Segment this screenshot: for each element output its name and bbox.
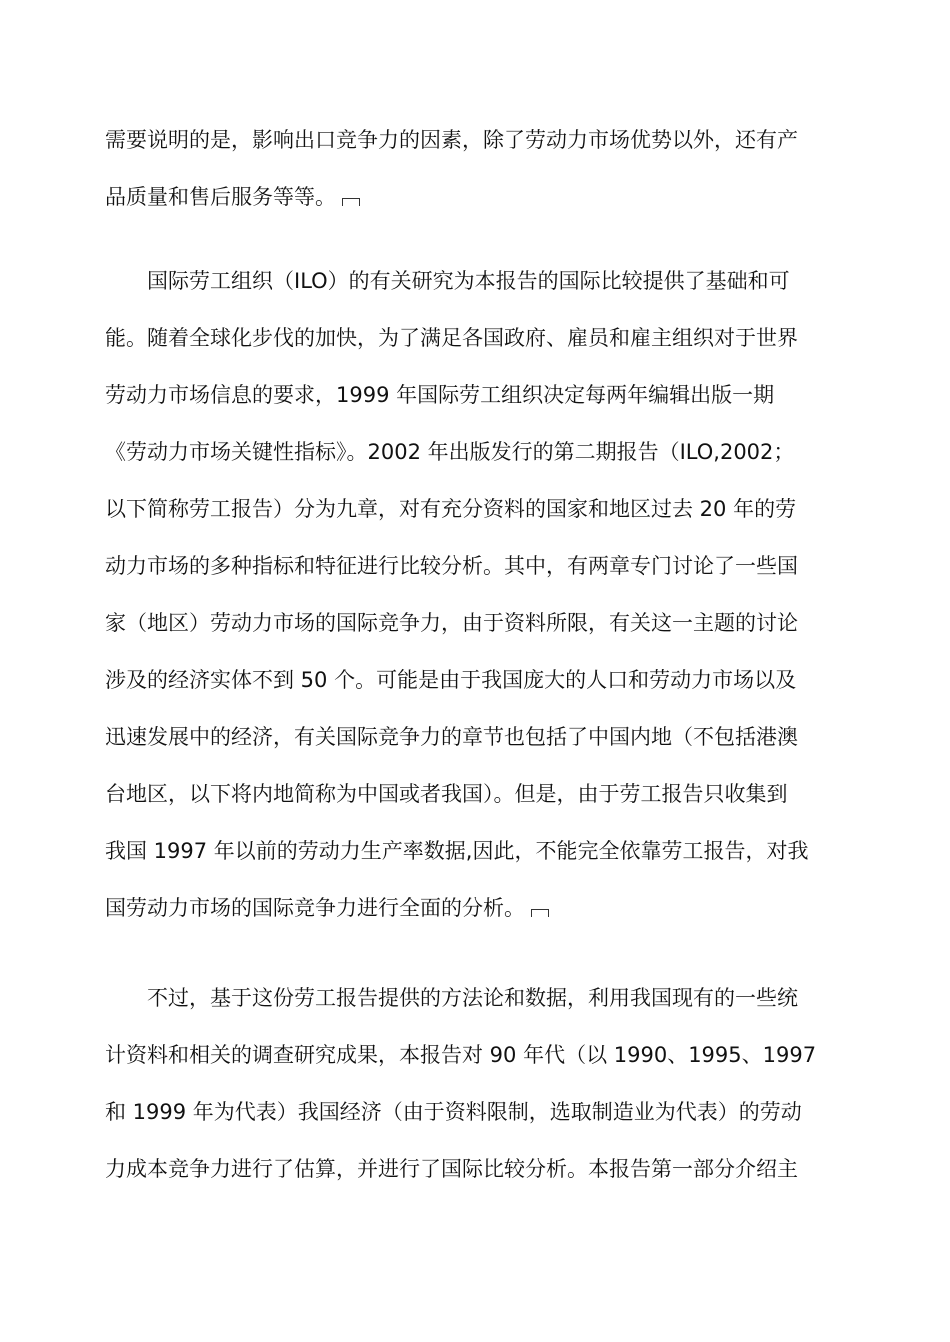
- text-line: 台地区，以下将内地简称为中国或者我国）。但是，由于劳工报告只收集到: [105, 782, 788, 806]
- text-line-content: 国劳动力市场的国际竞争力进行全面的分析。: [105, 896, 525, 920]
- text-line: 需要说明的是，影响出口竞争力的因素，除了劳动力市场优势以外，还有产: [105, 128, 798, 152]
- text-line: 能。随着全球化步伐的加快，为了满足各国政府、雇员和雇主组织对于世界: [105, 326, 798, 350]
- text-line: 力成本竞争力进行了估算，并进行了国际比较分析。本报告第一部分介绍主: [105, 1157, 798, 1181]
- paragraph-mark-icon: [342, 198, 360, 206]
- text-line: 动力市场的多种指标和特征进行比较分析。其中，有两章专门讨论了一些国: [105, 554, 798, 578]
- text-line: 涉及的经济实体不到 50 个。可能是由于我国庞大的人口和劳动力市场以及: [105, 668, 797, 692]
- text-line: 以下简称劳工报告）分为九章，对有充分资料的国家和地区过去 20 年的劳: [105, 497, 797, 521]
- paragraph-2: [105, 253, 850, 937]
- text-line: 我国 1997 年以前的劳动力生产率数据,因此，不能完全依靠劳工报告，对我: [105, 839, 809, 863]
- text-line: 劳动力市场信息的要求，1999 年国际劳工组织决定每两年编辑出版一期: [105, 383, 775, 407]
- text-line-content: 品质量和售后服务等等。: [105, 185, 336, 209]
- paragraph-3: [105, 970, 850, 1198]
- text-line: 迅速发展中的经济，有关国际竞争力的章节也包括了中国内地（不包括港澳: [105, 725, 798, 749]
- text-line: 不过，基于这份劳工报告提供的方法论和数据，利用我国现有的一些统: [105, 986, 798, 1010]
- text-line-last: [105, 169, 850, 226]
- text-line: 家（地区）劳动力市场的国际竞争力，由于资料所限，有关这一主题的讨论: [105, 611, 798, 635]
- text-line: 《劳动力市场关键性指标》。2002 年出版发行的第二期报告（ILO,2002；: [105, 440, 795, 464]
- paragraph-mark-icon: [531, 909, 549, 917]
- text-line: 计资料和相关的调查研究成果，本报告对 90 年代（以 1990、1995、1997: [105, 1043, 817, 1067]
- text-line-last: [105, 880, 850, 937]
- text-line: 和 1999 年为代表）我国经济（由于资料限制，选取制造业为代表）的劳动: [105, 1100, 802, 1124]
- text-line: 国际劳工组织（ILO）的有关研究为本报告的国际比较提供了基础和可: [105, 269, 790, 293]
- paragraph-1: [105, 112, 850, 226]
